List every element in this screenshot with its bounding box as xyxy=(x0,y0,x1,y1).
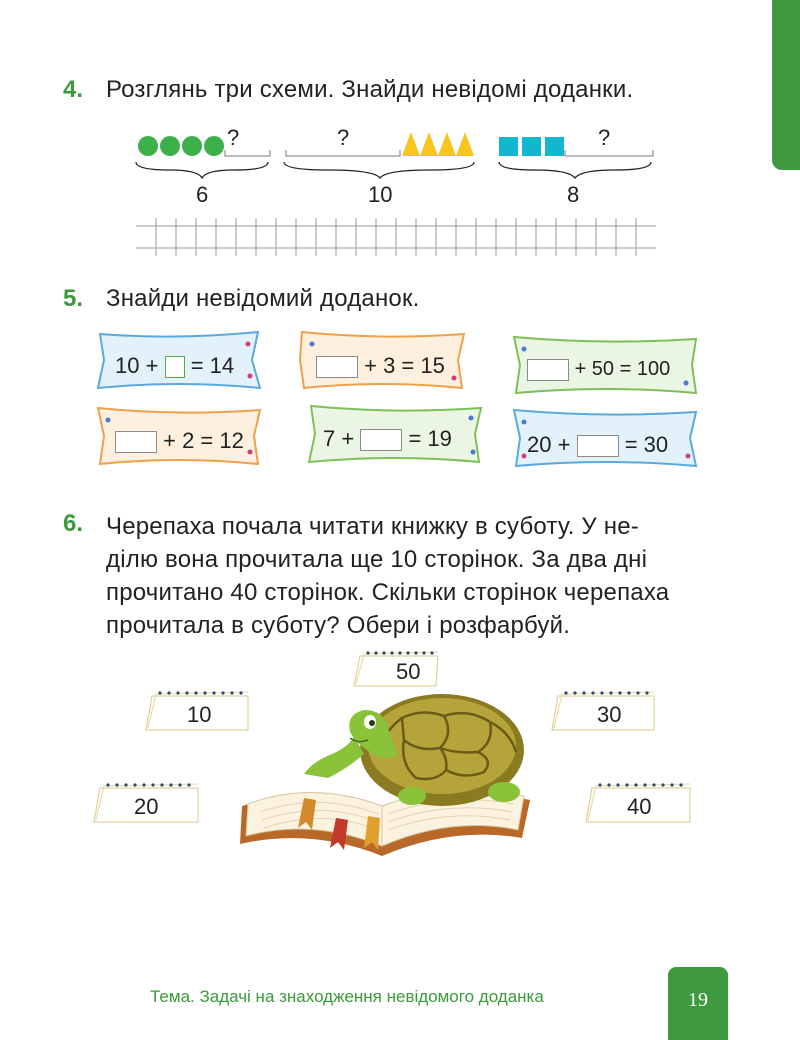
answer-box-two-digit[interactable] xyxy=(316,356,358,378)
answer-box-two-digit[interactable] xyxy=(527,359,569,381)
scheme-1 xyxy=(130,124,275,180)
scheme-2-total: 10 xyxy=(368,182,393,207)
scheme-1-unknown: ? xyxy=(227,125,240,150)
green-circle-icon xyxy=(182,136,202,156)
brace xyxy=(499,162,651,178)
equation-card-1: 10 + = 14 xyxy=(115,353,235,378)
equation-card-5: 7 + = 19 xyxy=(323,426,452,451)
blue-square-icon xyxy=(499,137,518,156)
page-number-box xyxy=(668,967,728,1040)
task-6-number: 6. xyxy=(63,510,84,537)
scheme-2-unknown: ? xyxy=(337,125,350,150)
equation-card-6: 20 + = 30 xyxy=(527,432,669,457)
answer-box[interactable] xyxy=(165,356,185,378)
scheme-3-unknown: ? xyxy=(598,125,611,150)
turtle-leg xyxy=(488,782,520,802)
scheme-3-total: 8 xyxy=(567,182,580,207)
page-number: 19 xyxy=(688,989,708,1011)
brace xyxy=(284,162,474,178)
task-4-number: 4. xyxy=(63,76,84,103)
option-number: 30 xyxy=(597,702,622,727)
yellow-triangle-icon xyxy=(456,132,474,156)
option-number: 50 xyxy=(396,659,421,684)
answer-box-two-digit[interactable] xyxy=(115,431,157,453)
yellow-triangle-icon xyxy=(402,132,420,156)
green-circle-icon xyxy=(204,136,224,156)
answer-box-two-digit[interactable] xyxy=(360,429,402,451)
turtle-eye xyxy=(369,720,375,726)
footer-topic: Тема. Задачі на знаходження невідомого доданка xyxy=(150,987,544,1006)
side-tab xyxy=(772,0,800,170)
blue-square-icon xyxy=(522,137,541,156)
equation-card-2: + 3 = 15 xyxy=(316,353,445,379)
scheme-2 xyxy=(280,124,480,180)
blue-square-icon xyxy=(545,137,564,156)
green-circle-icon xyxy=(138,136,158,156)
answer-option-40[interactable] xyxy=(584,780,694,824)
answer-option-30[interactable] xyxy=(550,688,658,732)
brace xyxy=(136,162,268,178)
equation-card-3: + 50 = 100 xyxy=(527,358,670,381)
turtle-front-leg xyxy=(304,736,364,778)
answer-option-50[interactable] xyxy=(352,648,440,688)
task-4-text: Розглянь три схеми. Знайди невідомі доданки. xyxy=(106,76,634,103)
task-5-text: Знайди невідомий доданок. xyxy=(106,285,420,312)
task-5-number: 5. xyxy=(63,285,84,312)
equation-card-4: + 2 = 12 xyxy=(115,428,244,454)
yellow-triangle-icon xyxy=(438,132,456,156)
answer-option-20[interactable] xyxy=(92,780,202,824)
yellow-triangle-icon xyxy=(420,132,438,156)
green-circle-icon xyxy=(160,136,180,156)
turtle-book-illustration xyxy=(232,688,542,868)
answer-box-two-digit[interactable] xyxy=(577,435,619,457)
option-number: 20 xyxy=(134,794,159,819)
task-6-text: Черепаха почала читати книжку в суботу. У не- ділю вона прочитала ще 10 сторінок. За два дні прочитано 40 сторінок. Скільки сторінок черепаха прочитала в суботу? Обери і розфарбуй. xyxy=(106,513,670,639)
turtle-leg xyxy=(398,787,426,805)
scheme-1-total: 6 xyxy=(196,182,209,207)
answer-grid[interactable] xyxy=(136,218,656,256)
option-number: 10 xyxy=(187,702,212,727)
scheme-3 xyxy=(495,124,660,180)
option-number: 40 xyxy=(627,794,652,819)
